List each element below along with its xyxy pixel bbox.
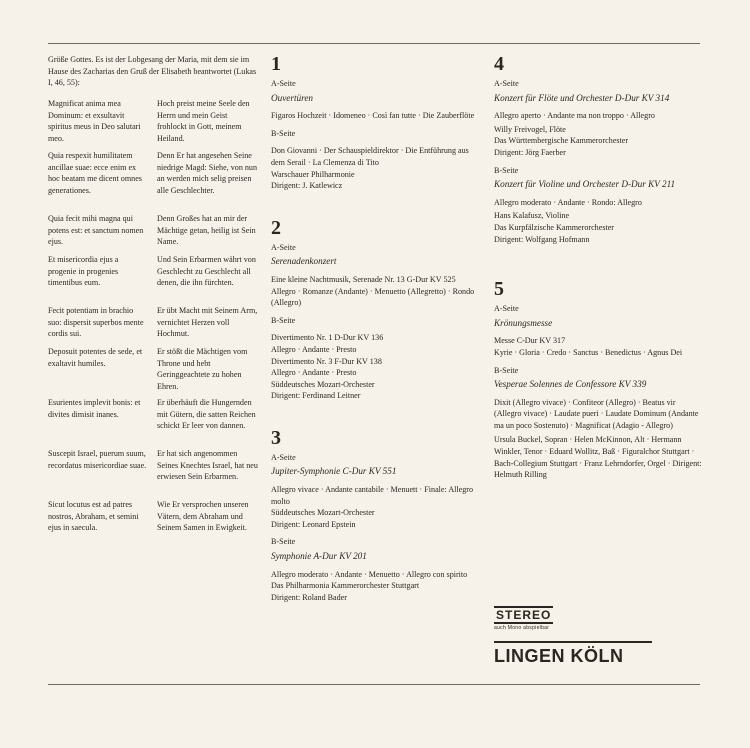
track-line: Messe C-Dur KV 317 <box>494 336 566 346</box>
verse-latin: Suscepit Israel, puerum suum, recordatus misericordiae suae. <box>48 449 147 470</box>
record-title: Konzert für Flöte und Orchester D-Dur KV 314 <box>494 92 670 103</box>
records-column-left <box>271 54 479 603</box>
verse-german: Denn Er hat angesehen Seine niedrige Magd: Siehe, von nun an werden mich selig preisen alle Geschlechter. <box>157 151 258 195</box>
conductor-line: Dirigent: Roland Bader <box>271 592 347 602</box>
record-number: 2 <box>271 216 281 239</box>
record-number: 1 <box>271 53 281 75</box>
side-label: A-Seite <box>271 242 296 252</box>
stereo-mark: STEREO <box>496 608 552 622</box>
track-line: Figaros Hochzeit · Idomeneo · Così fan tutte · Die Zauberflöte <box>271 111 475 121</box>
side-label: B-Seite <box>271 315 296 325</box>
track-line: Allegro · Andante · Presto <box>271 368 357 378</box>
conductor-line: Dirigent: Wolfgang Hofmann <box>494 234 590 244</box>
track-line: Don Giovanni · Der Schauspieldirektor · Die Entführung aus dem Serail · La Clemenza di Tito <box>271 146 469 167</box>
track-line: Allegro vivace · Andante cantabile · Menuett · Finale: Allegro molto <box>271 485 474 506</box>
verse-german: Er stößt die Mächtigen vom Throne und hebt Geringgeachtete zu hohen Ehren. <box>157 347 248 391</box>
conductor-line: Dirigent: Leonard Epstein <box>271 519 356 529</box>
verse-german: Wie Er versprochen unseren Vätern, dem Abraham und Seinem Samen in Ewigkeit. <box>157 500 249 533</box>
track-line: Divertimento Nr. 3 F-Dur KV 138 <box>271 356 382 366</box>
bottom-rule <box>48 684 700 685</box>
verse-latin: Deposuit potentes de sede, et exaltavit humiles. <box>48 347 143 368</box>
verse-latin: Magnificat anima mea Dominum: et exsultavit spiritus meus in Deo salutari meo. <box>48 99 141 143</box>
orchestra-line: Das Württembergische Kammerorchester <box>494 136 629 146</box>
verse-latin: Fecit potentiam in brachio suo: dispersit superbos mente cordis sui. <box>48 306 144 339</box>
record-3 <box>271 428 479 604</box>
verse-german: Hoch preist meine Seele den Herrn und mein Geist frohlockt in Gott, meinem Heiland. <box>157 99 250 143</box>
verse-latin: Et misericordia ejus a progenie in progenies timentibus eum. <box>48 255 119 288</box>
side-label: B-Seite <box>271 128 296 138</box>
performers-line: Ursula Buckel, Sopran · Helen McKinnon, Alt · Hermann Winkler, Tenor · Eduard Wollitz, Baß · Figuralchor Stuttgart · Bach-Collegium Stuttgart · Franz Lehrndorfer, Orgel · Dirigent: Helmuth Rilling <box>494 435 702 480</box>
records-column-right <box>494 54 702 481</box>
track-line: Kyrie · Gloria · Credo · Sanctus · Benedictus · Agnus Dei <box>494 347 683 357</box>
soloist-line: Willy Freivogel, Flöte <box>494 124 566 134</box>
track-line: Allegro moderato · Andante · Menuetto · Allegro con spirito <box>271 569 468 579</box>
record-title: Konzert für Violine und Orchester D-Dur KV 211 <box>494 179 676 190</box>
track-line: Allegro · Andante · Presto <box>271 344 357 354</box>
record-title: Symphonie A-Dur KV 201 <box>271 551 367 562</box>
brand-name: LINGEN KÖLN <box>494 641 652 666</box>
orchestra-line: Süddeutsches Mozart-Orchester <box>271 379 375 389</box>
record-2 <box>271 218 479 402</box>
record-title: Jupiter-Symphonie C-Dur KV 551 <box>271 466 397 477</box>
verse-latin: Quia respexit humilitatem ancillae suae: ecce enim ex hoc beatam me dicent omnes generationes. <box>48 151 142 195</box>
conductor-line: Dirigent: Ferdinand Leitner <box>271 391 361 401</box>
side-label: B-Seite <box>494 165 519 175</box>
verse-german: Denn Großes hat an mir der Mächtige getan, heilig ist Sein Name. <box>157 214 256 247</box>
orchestra-line: Das Kurpfälzische Kammerorchester <box>494 222 615 232</box>
record-title: Vesperae Solennes de Confessore KV 339 <box>494 379 647 390</box>
mono-note: auch Mono abspielbar <box>494 625 550 631</box>
top-rule <box>48 43 700 44</box>
record-title: Serenadenkonzert <box>271 256 337 267</box>
orchestra-line: Süddeutsches Mozart-Orchester <box>271 508 375 518</box>
track-line: Allegro aperto · Andante ma non troppo · Allegro <box>494 111 655 121</box>
track-line: Eine kleine Nachtmusik, Serenade Nr. 13 G-Dur KV 525 <box>271 274 456 284</box>
verse-latin: Sicut locutus est ad patres nostros, Abraham, et semini ejus in saecula. <box>48 500 139 533</box>
orchestra-line: Das Philharmonia Kammerorchester Stuttgart <box>271 581 420 591</box>
side-label: B-Seite <box>494 365 519 375</box>
track-line: Allegro · Romanze (Andante) · Menuetto (Allegretto) · Rondo (Allegro) <box>271 286 475 308</box>
label-logo <box>494 606 654 666</box>
record-number: 5 <box>494 278 504 301</box>
track-line: Divertimento Nr. 1 D-Dur KV 136 <box>271 333 384 343</box>
track-line: Dixit (Allegro vivace) · Confiteor (Allegro) · Beatus vir (Allegro vivace) · Laudate pueri · Laudate Dominum (Andante ma un poco Sostenuto) · Magnificat (Adagio - Allegro) <box>494 397 699 430</box>
side-label: A-Seite <box>494 79 519 88</box>
record-1 <box>271 54 479 192</box>
soloist-line: Hans Kalafusz, Violine <box>494 211 570 221</box>
record-4 <box>494 54 702 245</box>
side-label: A-Seite <box>271 452 296 462</box>
side-label: A-Seite <box>494 304 519 314</box>
orchestra-line: Warschauer Philharmonie <box>271 169 355 179</box>
record-number: 3 <box>271 426 281 449</box>
intro-text: Größe Gottes. Es ist der Lobgesang der Maria, mit dem sie im Hause des Zacharias den Gruß der Elisabeth beantwortet (Lukas I, 46, 55): <box>48 55 257 88</box>
record-title: Krönungsmesse <box>494 317 553 328</box>
conductor-line: Dirigent: Jörg Faerber <box>494 147 566 157</box>
side-label: B-Seite <box>271 537 296 547</box>
track-line: Allegro moderato · Andante · Rondo: Allegro <box>494 197 642 207</box>
verse-latin: Quia fecit mihi magna qui potens est: et sanctum nomen ejus. <box>48 214 144 247</box>
record-title: Ouvertüren <box>271 92 314 103</box>
verse-german: Er hat sich angenommen Seines Knechtes Israel, hat neu erwiesen Sein Erbarmen. <box>157 449 258 482</box>
verse-german: Er überhäuft die Hungernden mit Gütern, die satten Reichen schickt Er leer von dannen. <box>157 398 256 431</box>
record-number: 4 <box>494 53 504 75</box>
verse-german: Er übt Macht mit Seinem Arm, vernichtet Herzen voll Hochmut. <box>157 306 258 339</box>
side-label: A-Seite <box>271 79 296 88</box>
verse-latin: Esurientes implevit bonis: et divites dimisit inanes. <box>48 398 141 419</box>
verse-german: Und Sein Erbarmen währt von Geschlecht zu Geschlecht all denen, die ihn fürchten. <box>157 255 256 288</box>
conductor-line: Dirigent: J. Katlewicz <box>271 181 343 191</box>
record-5 <box>494 279 702 481</box>
